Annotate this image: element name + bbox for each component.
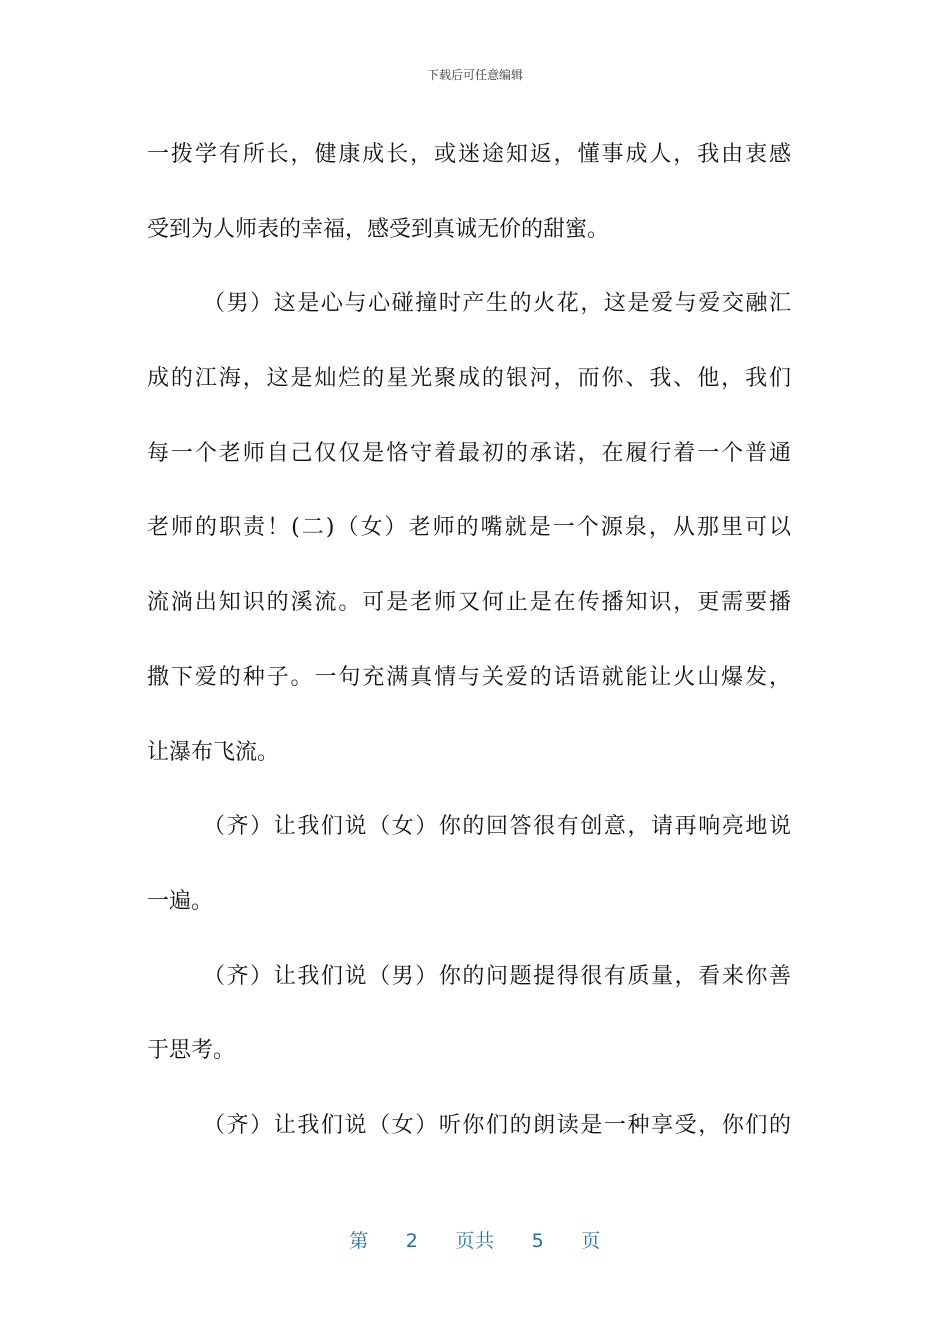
body-line-8: 撒下爱的种子。一句充满真情与关爱的话语就能让火山爆发， [147,664,791,690]
body-line-12: （齐）让我们说（男）你的问题提得很有质量，看来你善 [203,963,791,989]
body-line-1: 一拨学有所长，健康成长，或迷途知返，懂事成人，我由衷感 [147,142,791,167]
body-line-4: 成的江海，这是灿烂的星光聚成的银河，而你、我、他，我们 [147,366,791,392]
header-text: 下载后可任意编辑 [426,68,523,82]
body-line-3: （男）这是心与心碰撞时产生的火花，这是爱与爱交融汇 [203,291,791,317]
body-line-2: 受到为人师表的幸福，感受到真诚无价的甜蜜。 [147,216,610,242]
body-line-14: （齐）让我们说（女）听你们的朗读是一种享受，你们的 [203,1112,791,1138]
footer-current-page: 2 [405,1230,419,1252]
body-line-13: 于思考。 [147,1038,236,1064]
body-line-7: 流淌出知识的溪流。可是老师又何止是在传播知识，更需要播 [147,590,791,616]
body-line-9: 让瀑布飞流。 [147,739,280,765]
footer-label-page: 第 [349,1230,369,1252]
footer-label-end: 页 [581,1230,601,1252]
footer-label-total: 页共 [455,1230,495,1252]
document-body [147,118,791,1164]
page-footer [0,1226,950,1253]
body-line-5: 每一个老师自己仅仅是恪守着最初的承诺，在履行着一个普通 [147,440,791,466]
footer-total-pages: 5 [531,1230,545,1252]
body-line-6: 老师的职责！(二)（女）老师的嘴就是一个源泉，从那里可以 [147,515,791,541]
body-line-11: 一遍。 [147,888,214,914]
page-header [0,66,950,83]
body-line-10: （齐）让我们说（女）你的回答很有创意，请再响亮地说 [203,814,791,840]
